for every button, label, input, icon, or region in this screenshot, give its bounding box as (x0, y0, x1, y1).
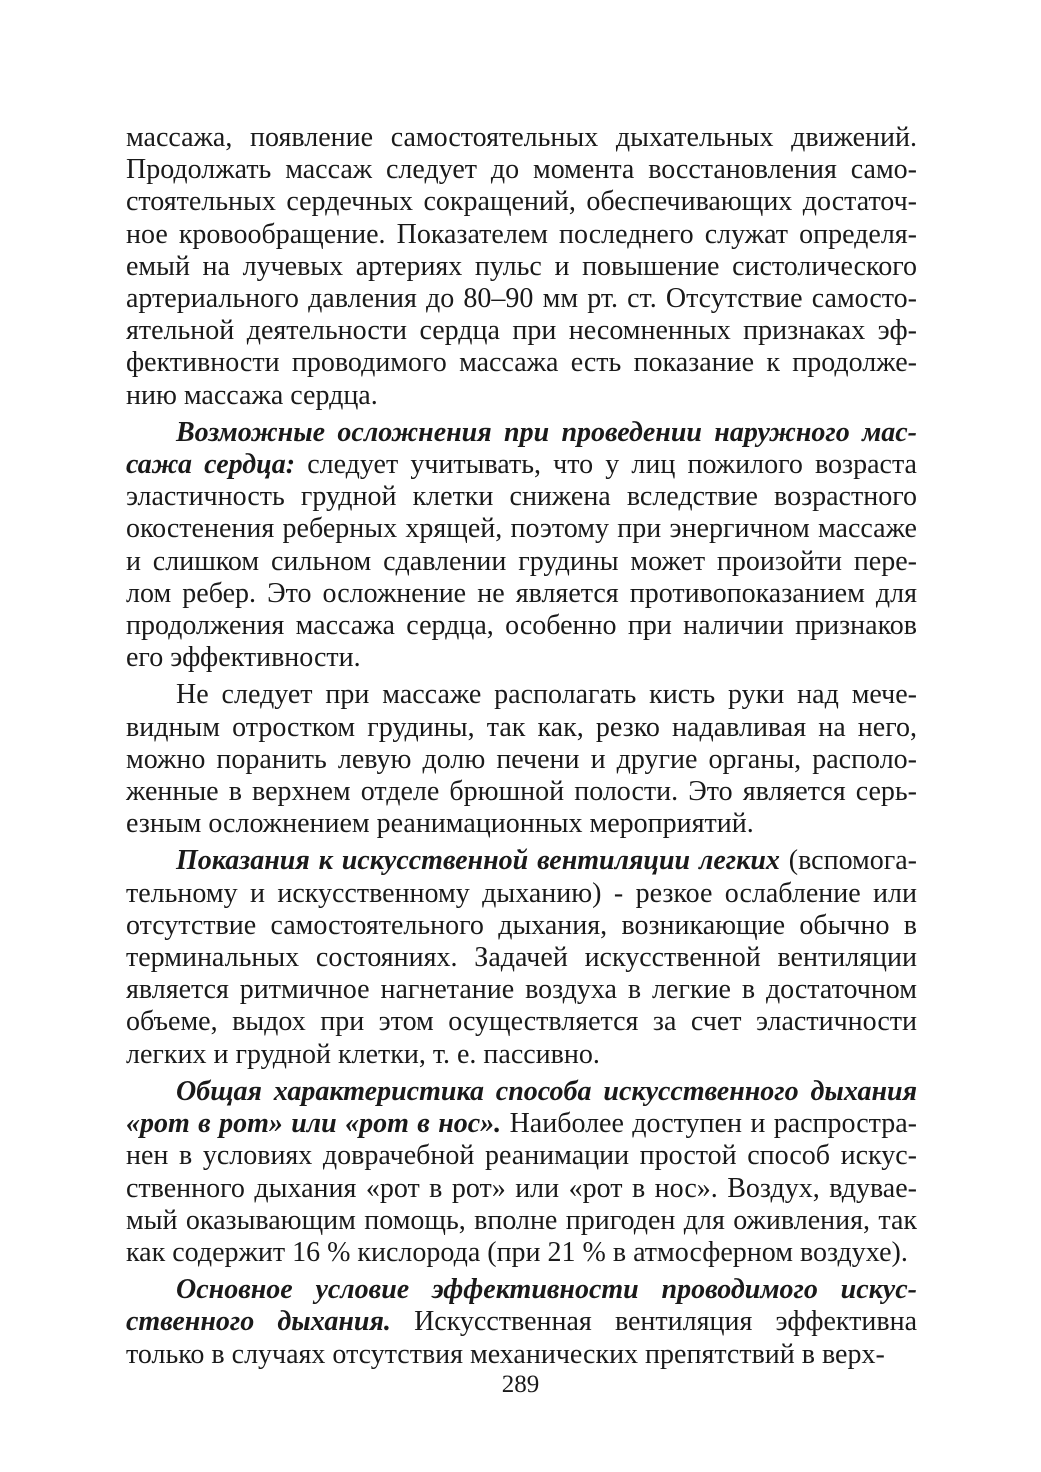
page-number: 289 (501, 1371, 540, 1398)
paragraph-text: Наиболее доступен и распространен в условиях доврачебной реанимации простой способ искусственного дыхания «рот в рот» или «рот в нос». Воздух, вдуваемый оказывающим помощь, вполне пригоден для оживления, так как содержит 16 % кислорода (при 21 % в атмосферном воздухе). (126, 1108, 917, 1268)
paragraph-text: следует учитывать, что у лиц пожилого возраста эластичность грудной клетки снижена вследствие возрастного окостенения реберных хрящей, поэтому при энергичном массаже и слишком сильном сдавлении грудины может произойти перелом ребер. Это осложнение не является противопоказанием для продолжения массажа сердца, особенно при наличии признаков его эффективности. (126, 449, 917, 674)
paragraph-text: массажа, появление самостоятельных дыхательных движений. Продолжать массаж следует до момента восстановления самостоятельных сердечных сокращений, обеспечивающих достаточное кровообращение. Показателем последнего служат определяемый на лучевых артериях пульс и повышение систолического артериального давления до 80–90 мм рт. ст. Отсутствие самостоятельной деятельности сердца при несомненных признаках эффективности проводимого массажа есть показание к продолжению массажа сердца. (126, 122, 917, 411)
paragraph-effectiveness-condition (126, 1274, 917, 1371)
paragraph-massage-complications (126, 417, 917, 675)
paragraph-mouth-to-mouth (126, 1076, 917, 1269)
paragraph-lead: Основное условие эффективности проводимого искусственного дыхания. (126, 1274, 917, 1338)
paragraph-lead: Возможные осложнения при проведении наружного массажа сердца: (126, 416, 917, 481)
paragraph-hand-placement (126, 679, 917, 840)
body-text (126, 122, 917, 1371)
paragraph-text: Искусственная вентиляция эффективна только в случаях отсутствия механических препятствий в верх- (126, 1306, 917, 1370)
paragraph-text: (вспомогательному и искусственному дыханию) - резкое ослабление или отсутствие самостоятельного дыхания, возникающие обычно в терминальных состояниях. Задачей искусственной вентиляции является ритмичное нагнетание воздуха в легкие в достаточном объеме, выдох при этом осуществляется за счет эластичности легких и грудной клетки, т. е. пассивно. (126, 845, 917, 1070)
paragraph-lead: Показания к искусственной вентиляции легких (176, 845, 780, 877)
paragraph-text: Не следует при массаже располагать кисть руки над мечевидным отростком грудины, так как, резко надавливая на него, можно поранить левую долю печени и другие органы, расположенные в верхнем отделе брюшной полости. Это является серьезным осложнением реанимационных мероприятий. (126, 679, 917, 840)
paragraph-lead: Общая характеристика способа искусственного дыхания «рот в рот» или «рот в нос». (126, 1075, 917, 1140)
paragraph-massage-continuation (126, 122, 917, 412)
paragraph-ventilation-indications (126, 845, 917, 1070)
